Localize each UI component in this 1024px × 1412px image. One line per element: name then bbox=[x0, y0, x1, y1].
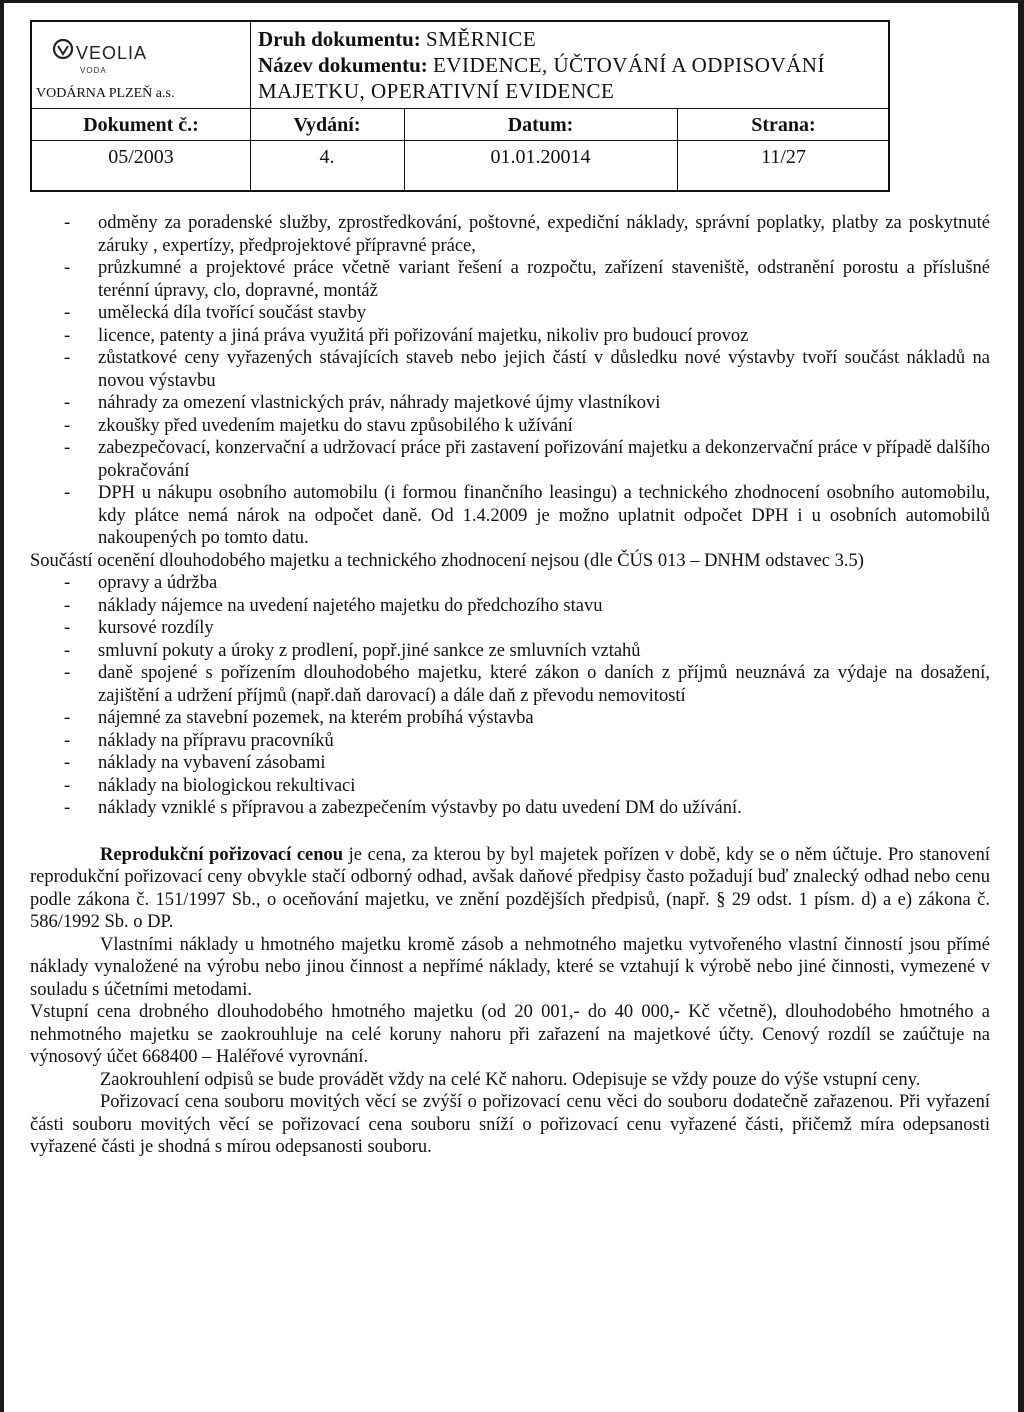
exclusions-list bbox=[30, 572, 990, 820]
page-label: Strana: bbox=[751, 114, 816, 136]
exclusions-intro: Součástí ocenění dlouhodobého majetku a technického zhodnocení nejsou (dle ČÚS 013 – DNHM odstavec 3.5) bbox=[30, 550, 864, 571]
list-item: - zůstatkové ceny vyřazených stávajících staveb nebo jejich částí v důsledku nové výstavby tvoří součást nákladů na novou výstavbu bbox=[64, 348, 990, 391]
list-item: - zkoušky před uvedením majetku do stavu způsobilého k užívání bbox=[64, 415, 573, 436]
paragraph-asset-set: Pořizovací cena souboru movitých věcí se zvýší o pořizovací cenu věci do souboru dodatečně zařazenou. Při vyřazení části souboru movitých věcí se pořizovací cena souboru sníží o pořizovací cenu vyřazené části, přičemž míra odepsanosti vyřazené části je shodná s mírou odepsanosti souboru. bbox=[30, 1092, 990, 1157]
doc-name-value: EVIDENCE, ÚČTOVÁNÍ A ODPISOVÁNÍ bbox=[433, 53, 825, 77]
doc-name-label: Název dokumentu: bbox=[258, 53, 428, 77]
cost-components-list bbox=[30, 212, 990, 550]
date-value: 01.01.20014 bbox=[490, 146, 591, 168]
brand-sub: VODA bbox=[80, 66, 107, 75]
veolia-logo bbox=[52, 38, 232, 78]
list-item: - náklady na přípravu pracovníků bbox=[64, 730, 334, 751]
term-reproduction-cost: Reprodukční pořizovací cenou bbox=[100, 844, 344, 865]
list-item: - DPH u nákupu osobního automobilu (i formou finančního leasingu) a technického zhodnocení osobního automobilu, kdy plátce nemá nárok na odpočet daně. Od 1.4.2009 je možno uplatnit odpočet DPH i u osobních automobilů nakoupených po tomto datu. bbox=[64, 483, 990, 548]
brand-name: VEOLIA bbox=[76, 43, 148, 63]
veolia-emblem-icon bbox=[52, 38, 74, 60]
list-item: - kursové rozdíly bbox=[64, 618, 214, 638]
list-item: - náklady na vybavení zásobami bbox=[64, 753, 326, 773]
paragraph-reproduction-cost: Reprodukční pořizovací cenou je cena, za kterou by byl majetek pořízen v době, kdy se o něm účtuje. Pro stanovení reprodukční pořizovací ceny obvykle stačí odborný odhad, avšak daňové předpisy často požadují buď znalecký odhad nebo cenu podle zákona č. 151/1997 Sb., o oceňování majetku, ve znění pozdějších předpisů, (např. § 29 odst. 1 písm. d) a e) zákona č. 586/1992 Sb. o DP. bbox=[30, 844, 990, 932]
list-item: - náklady vzniklé s přípravou a zabezpečením výstavby po datu uvedení DM do užívání. bbox=[64, 798, 742, 818]
list-item: - náhrady za omezení vlastnických práv, náhrady majetkové újmy vlastníkovi bbox=[64, 393, 661, 413]
list-item: - opravy a údržba bbox=[64, 573, 218, 593]
page-value: 11/27 bbox=[761, 146, 806, 168]
list-item: - odměny za poradenské služby, zprostředkování, poštovné, expediční náklady, správní poplatky, platby za poskytnuté záruky , expertízy, předprojektové přípravné práce, bbox=[64, 213, 990, 256]
header-table bbox=[30, 20, 890, 192]
paragraph-rounding: Zaokrouhlení odpisů se bude provádět vždy na celé Kč nahoru. Odepisuje se vždy pouze do výše vstupní ceny. bbox=[100, 1069, 921, 1090]
document-meta bbox=[258, 26, 825, 104]
list-item: - průzkumné a projektové práce včetně variant řešení a rozpočtu, zařízení staveniště, odstranění porostu a příslušné terénní úpravy, clo, dopravné, montáž bbox=[64, 258, 990, 301]
list-item: - náklady na biologickou rekultivaci bbox=[64, 775, 356, 796]
document-body bbox=[30, 212, 990, 1159]
company-name: VODÁRNA PLZEŇ a.s. bbox=[36, 86, 175, 101]
paragraph-entry-price: Vstupní cena drobného dlouhodobého hmotného majetku (od 20 001,- do 40 000,- Kč včetně), dlouhodobého hmotného a nehmotného majetku se zaokrouhluje na celé koruny nahoru při zařazení na majetkové účty. Cenový rozdíl se zaúčtuje na výnosový účet 668400 – Haléřové vyrovnání. bbox=[30, 1002, 990, 1067]
list-item: - daně spojené s pořízením dlouhodobého majetku, které zákon o daních z příjmů neuznává za výdaje na dosažení, zajištění a udržení příjmů (např.daň darovací) a dále daň z převodu nemovitostí bbox=[64, 663, 990, 706]
paragraph-own-costs: Vlastními náklady u hmotného majetku kromě zásob a nehmotného majetku vytvořeného vlastní činností jsou přímé náklady vynaložené na výrobu nebo jinou činnost a nepřímé náklady, které se vztahují k výrobě nebo jiné činnosti, vymezené v souladu s účetními metodami. bbox=[30, 934, 990, 1000]
list-item: - zabezpečovací, konzervační a udržovací práce při zastavení pořizování majetku a dekonzervační práce v případě dalšího pokračování bbox=[64, 438, 990, 481]
list-item: - licence, patenty a jiná práva využitá při pořizování majetku, nikoliv pro budoucí provoz bbox=[64, 325, 749, 346]
issue-label: Vydání: bbox=[293, 114, 361, 136]
doc-type-value: SMĚRNICE bbox=[426, 27, 537, 51]
doc-no-value: 05/2003 bbox=[108, 146, 174, 168]
doc-name-value-cont: MAJETKU, OPERATIVNÍ EVIDENCE bbox=[258, 79, 615, 103]
doc-no-label: Dokument č.: bbox=[83, 114, 199, 136]
doc-type-label: Druh dokumentu: bbox=[258, 27, 421, 51]
list-item: - nájemné za stavební pozemek, na kterém probíhá výstavba bbox=[64, 708, 534, 728]
issue-value: 4. bbox=[319, 146, 335, 168]
list-item: - náklady nájemce na uvedení najetého majetku do předchozího stavu bbox=[64, 595, 603, 616]
list-item: - umělecká díla tvořící součást stavby bbox=[64, 303, 367, 323]
list-item: - smluvní pokuty a úroky z prodlení, popř.jiné sankce ze smluvních vztahů bbox=[64, 640, 641, 661]
date-label: Datum: bbox=[507, 114, 574, 136]
